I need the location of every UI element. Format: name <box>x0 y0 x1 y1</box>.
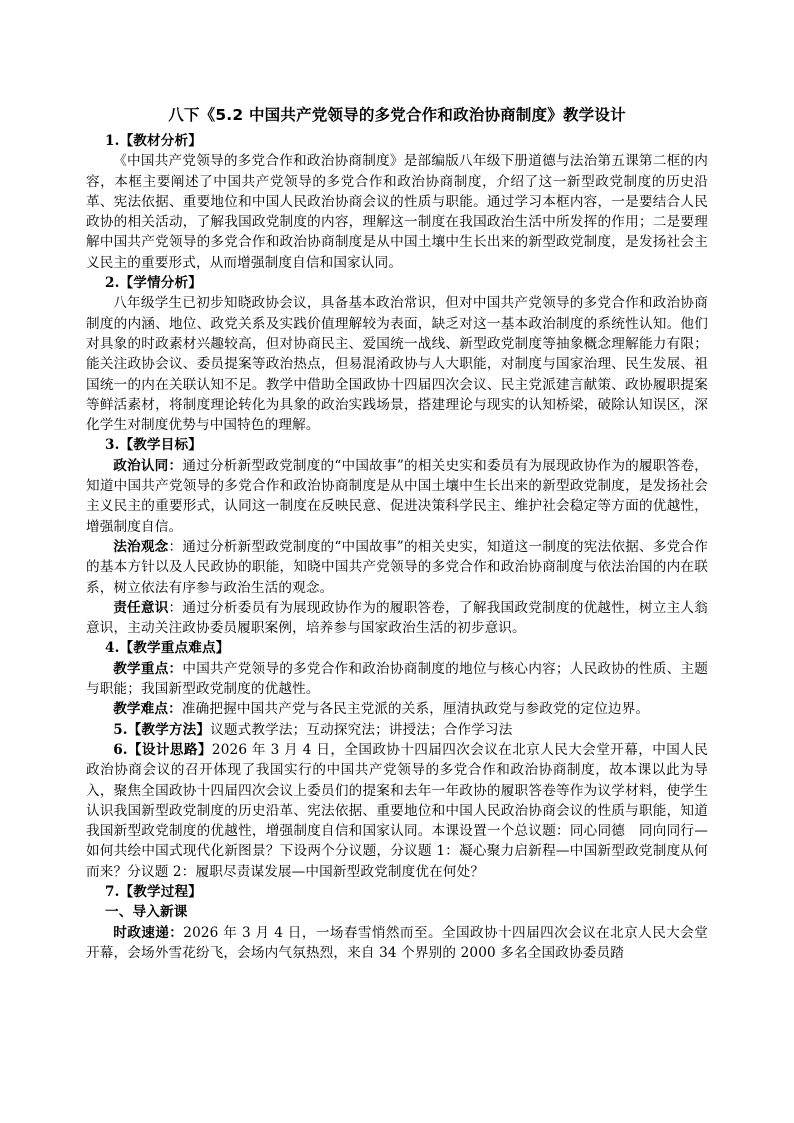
goal-label-responsibility: 责任意识 <box>113 599 169 616</box>
design-idea-text: 2026 年 3 月 4 日，全国政协十四届四次会议在北京人民大会堂开幕，中国人民政治协商会议的召开体现了我国实行的中国共产党领导的多党合作和政治协商制度，故本课以此为导入，聚焦全国政协十四届四次会议上委员们的提案和去年一年政协的履职答卷等作为议学材料，使学生认识我国新型政党制度的历史沿革、宪法依据、重要地位和中国人民政治协商会议的性质与职能，知道我国新型政党制度的优越性，增强制度自信和国家认同。本课设置一个总议题：同心同德 同向同行—如何共绘中国式现代化新图景？下设两个分议题，分议题 1：凝心聚力启新程—中国新型政党制度从何而来？分议题 2：履职尽责谋发展—中国新型政党制度优在何处？ <box>86 741 708 880</box>
goal-label-political-identity: 政治认同： <box>113 457 183 474</box>
section-heading-teaching-process: 7.【教学过程】 <box>105 883 202 900</box>
paragraph-design-idea <box>86 740 708 882</box>
document-title: 八下《5.2 中国共产党领导的多党合作和政治协商制度》教学设计 <box>168 106 626 124</box>
section-heading-key-points: 4.【教学重点难点】 <box>105 640 230 657</box>
difficulties-text: 准确把握中国共产党与各民主党派的关系，厘清执政党与参政党的定位边界。 <box>181 701 650 718</box>
design-idea-label: 6.【设计思路】 <box>113 741 212 758</box>
paragraph-teaching-methods <box>86 720 708 740</box>
paragraph-student-analysis: 八年级学生已初步知晓政协会议，具备基本政治常识，但对中国共产党领导的多党合作和政治协商制度的内涵、地位、政党关系及实践价值理解较为表面，缺乏对这一基本政治制度的系统性认知。他们对具象的时政素材兴趣较高，但对协商民主、爱国统一战线、新型政党制度等抽象概念理解能力有限；能关注政协会议、委员提案等政治热点，但易混淆政协与人大职能，对制度与国家治理、民生发展、祖国统一的内在关联认知不足。教学中借助全国政协十四届四次会议、民主党派建言献策、政协履职提案等鲜活素材，将制度理论转化为具象的政治实践场景，搭建理论与现实的认知桥梁，破除认知误区，深化学生对制度优势与中国特色的理解。 <box>86 295 708 434</box>
key-points-text: 中国共产党领导的多党合作和政治协商制度的地位与核心内容；人民政协的性质、主题与职能；我国新型政党制度的优越性。 <box>86 660 709 698</box>
paragraph-textbook-analysis: 《中国共产党领导的多党合作和政治协商制度》是部编版八年级下册道德与法治第五课第二框的内容，本框主要阐述了中国共产党领导的多党合作和政治协商制度，介绍了这一新型政党制度的历史沿革、宪法依据、重要地位和中国人民政治协商会议的性质与职能。通过学习本框内容，一是要结合人民政协的相关活动，了解我国政党制度的内容，理解这一制度在我国政治生活中所发挥的作用；二是要理解中国共产党领导的多党合作和政治协商制度是从中国土壤中生长出来的新型政党制度，是发扬社会主义民主的重要形式，从而增强制度自信和国家认同。 <box>86 153 708 271</box>
goal-text-rule-of-law: ：通过分析新型政党制度的“中国故事”的相关史实，知道这一制度的宪法依据、多党合作的基本方针以及人民政协的职能，知晓中国共产党领导的多党合作和政治协商制度与依法治国的内在联系，树立依法有序参与政治生活的观念。 <box>86 538 708 596</box>
paragraph-goal-rule-of-law <box>86 537 708 598</box>
goal-text-responsibility: ：通过分析委员有为展现政协作为的履职答卷，了解我国政党制度的优越性，树立主人翁意识，主动关注政协委员履职案例，培养参与国家政治生活的初步意识。 <box>86 599 708 637</box>
goal-label-rule-of-law: 法治观念 <box>113 538 169 555</box>
document-body <box>86 104 708 963</box>
paragraph-goal-responsibility <box>86 598 708 639</box>
section-heading-student-analysis: 2.【学情分析】 <box>105 275 202 292</box>
section-heading-textbook-analysis: 1.【教材分析】 <box>105 133 202 149</box>
key-points-label: 教学重点： <box>113 660 183 677</box>
paragraph-current-news <box>86 923 708 964</box>
subheading-introduction: 一、导入新课 <box>105 904 188 921</box>
teaching-methods-text: 议题式教学法；互动探究法；讲授法；合作学习法 <box>210 721 513 738</box>
paragraph-key-points <box>86 659 708 700</box>
current-news-label: 时政速递： <box>113 924 184 941</box>
paragraph-difficulties <box>86 699 708 719</box>
teaching-methods-label: 5.【教学方法】 <box>113 721 211 738</box>
paragraph-goal-political-identity <box>86 456 708 537</box>
current-news-text: 2026 年 3 月 4 日，一场春雪悄然而至。全国政协十四届四次会议在北京人民大会堂开幕，会场外雪花纷飞，会场内气氛热烈，来自 34 个界别的 2000 多名全国政协委员踏 <box>86 924 708 961</box>
section-heading-teaching-goals: 3.【教学目标】 <box>105 437 202 454</box>
difficulties-label: 教学难点： <box>113 701 182 718</box>
goal-text-political-identity: 通过分析新型政党制度的“中国故事”的相关史实和委员有为展现政协作为的履职答卷，知道中国共产党领导的多党合作和政治协商制度是从中国土壤中生长出来的新型政党制度，是发扬社会主义民主的重要形式，认同这一制度在反映民意、促进决策科学民主、维护社会稳定等方面的优越性，增强制度自信。 <box>86 457 709 535</box>
